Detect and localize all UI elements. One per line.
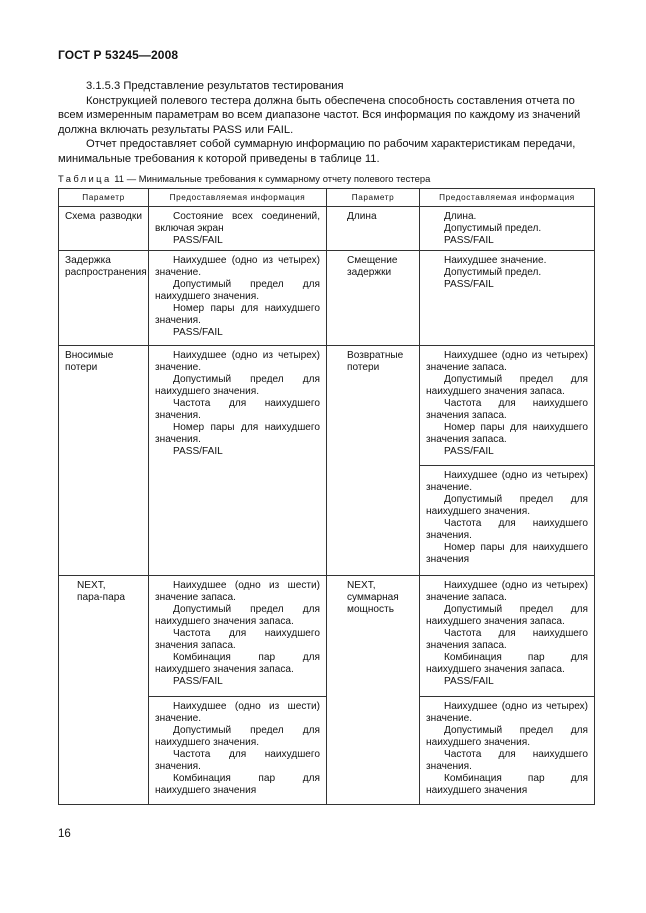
info-cell: Наихудшее (одно из четырех) значение. Допустимый предел для наихудшего значения. Частота для наихудшего значения. Номер пары для наихудшего значения (420, 466, 595, 576)
info-cell: Наихудшее (одно из шести) значение. Допустимый предел для наихудшего значения. Частота для наихудшего значения. Комбинация пар для наихудшего значения (149, 697, 327, 805)
info-cell: Наихудшее (одно из четырех) значение. Допустимый предел для наихудшего значения. Частота для наихудшего значения. Комбинация пар для наихудшего значения (420, 697, 595, 805)
table-caption-label: Таблица (58, 173, 112, 184)
table-row (59, 346, 595, 466)
table-row (59, 207, 595, 251)
table-row (59, 251, 595, 346)
section-title: 3.1.5.3 Представление результатов тестирования (86, 80, 344, 92)
param-cell: Возвратные потери (327, 346, 420, 576)
param-cell: Задержка распространения (59, 251, 149, 346)
param-cell: NEXT, суммарная мощность (327, 576, 420, 805)
header-info-right: Предоставляемая информация (420, 189, 595, 207)
info-cell: Наихудшее (одно из четырех) значение запаса. Допустимый предел для наихудшего значения запаса. Частота для наихудшего значения запаса. Комбинация пар для наихудшего значения запаса. PASS/FAIL (420, 576, 595, 697)
table-caption-text: 11 — Минимальные требования к суммарному отчету полевого тестера (114, 173, 431, 184)
document-header: ГОСТ Р 53245—2008 (58, 48, 179, 62)
section-text (58, 79, 593, 167)
paragraph-1: Конструкцией полевого тестера должна быть обеспечена способность составления отчета по всем измеренным параметрам во всем диапазоне частот. Вся информация по каждому из значений должна включать результаты PASS или FAIL. (58, 94, 581, 136)
param-cell: Длина (327, 207, 420, 251)
table-caption (58, 173, 598, 184)
info-cell: Наихудшее (одно из четырех) значение. Допустимый предел для наихудшего значения. Частота для наихудшего значения. Номер пары для наихудшего значения. PASS/FAIL (149, 346, 327, 576)
header-parameter-right: Параметр (327, 189, 420, 207)
info-cell: Наихудшее (одно из четырех) значение запаса. Допустимый предел для наихудшего значения запаса. Частота для наихудшего значения запаса. Номер пары для наихудшего значения запаса. PASS/FAIL (420, 346, 595, 466)
table-row (59, 576, 595, 697)
header-parameter-left: Параметр (59, 189, 149, 207)
param-cell: Схема разводки (59, 207, 149, 251)
paragraph-2: Отчет предоставляет собой суммарную информацию по рабочим характеристикам передачи, минимальные требования к которой приведены в таблице 11. (58, 138, 576, 165)
info-cell: Наихудшее (одно из шести) значение запаса. Допустимый предел для наихудшего значения запаса. Частота для наихудшего значения запаса. Комбинация пар для наихудшего значения запаса. PASS/FAIL (149, 576, 327, 697)
header-info-left: Предоставляемая информация (149, 189, 327, 207)
info-cell: Длина. Допустимый предел. PASS/FAIL (420, 207, 595, 251)
table-header-row (59, 189, 595, 207)
info-cell: Наихудшее значение. Допустимый предел. PASS/FAIL (420, 251, 595, 346)
param-cell: NEXT, пара-пара (59, 576, 149, 805)
param-cell: Вносимые потери (59, 346, 149, 576)
info-cell: Наихудшее (одно из четырех) значение. Допустимый предел для наихудшего значения. Номер пары для наихудшего значения. PASS/FAIL (149, 251, 327, 346)
page-number: 16 (58, 828, 71, 840)
param-cell: Смещение задержки (327, 251, 420, 346)
requirements-table (58, 188, 595, 805)
info-cell: Состояние всех соединений, включая экран PASS/FAIL (149, 207, 327, 251)
